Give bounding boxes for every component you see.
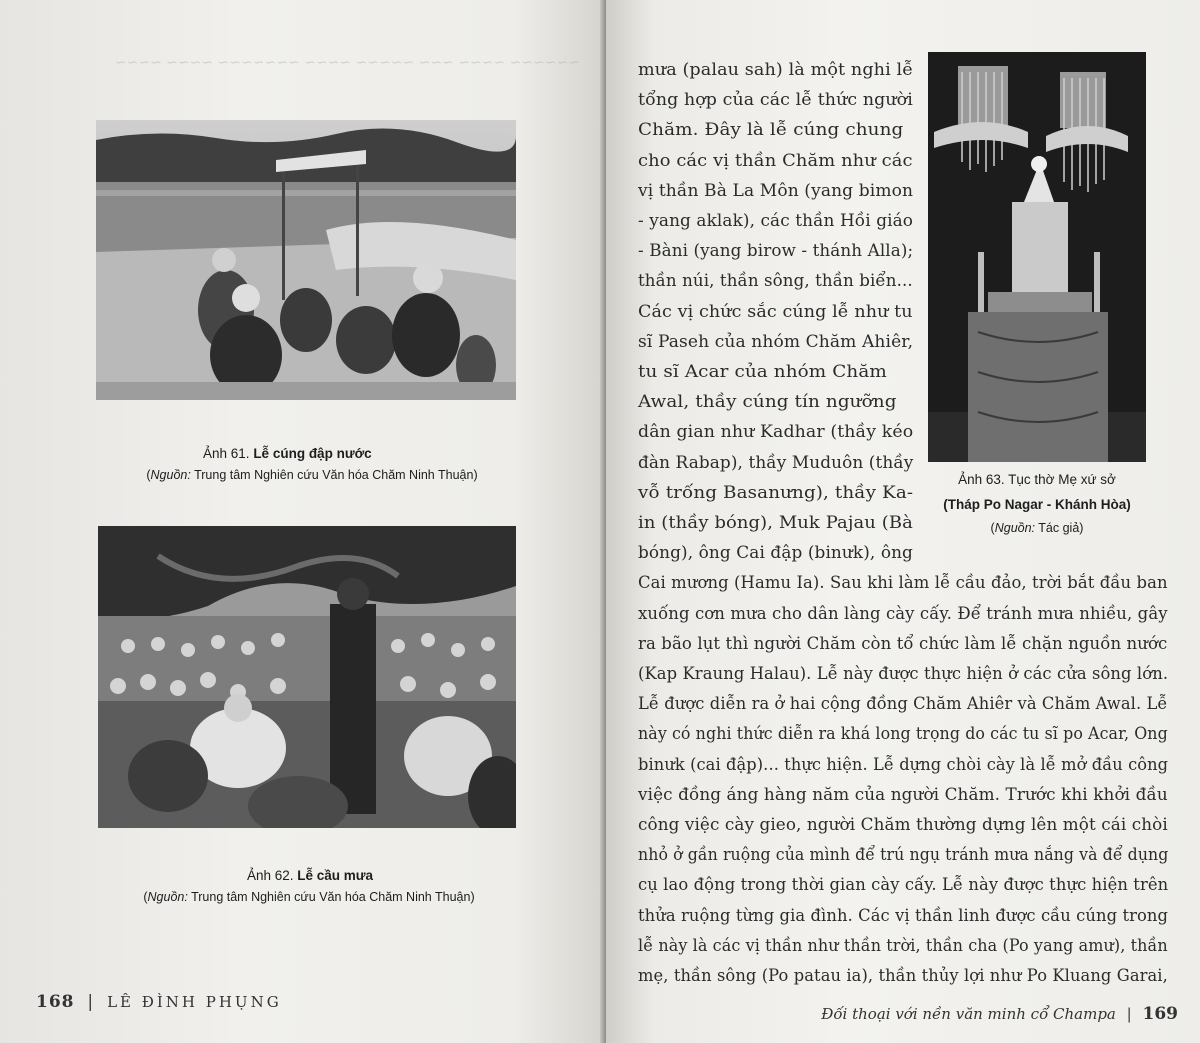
body-text-line: nhỏ ở gần ruộng của mình để trú ngụ tránh mưa nắng và để dụng	[638, 845, 1169, 866]
body-text-line: Cai mương (Hamu Ia). Sau khi làm lễ cầu đảo, trời bắt đầu ban	[638, 573, 1168, 594]
right-page	[606, 0, 1200, 1043]
body-text-line: (Kap Kraung Halau). Lễ này được thực hiện ở các cửa sông lớn.	[638, 664, 1169, 684]
photo-tuc-tho-me-xu-so	[928, 52, 1146, 462]
body-text-line: thần núi, thần sông, thần biển...	[638, 271, 913, 292]
body-text-line: đàn Rabap), thầy Muduôn (thầy	[638, 452, 914, 473]
body-text-line: việc đồng áng hàng năm của người Chăm. Trước khi khởi đầu	[638, 784, 1168, 805]
right-page-number: 169	[1142, 1004, 1178, 1024]
body-text-line: Các vị chức sắc cúng lễ như tu	[638, 301, 913, 322]
caption-63-source: (Nguồn: Tác giả)	[990, 521, 1084, 535]
body-text-line: in (thầy bóng), Muk Pajau (Bà	[638, 513, 913, 533]
body-text-line: - yang aklak), các thần Hồi giáo	[638, 211, 914, 231]
body-text-line: Lễ được diễn ra ở hai cộng đồng Chăm Ahiêr và Chăm Awal. Lễ	[638, 694, 1168, 715]
left-page-footer: 168 | LÊ ĐÌNH PHỤNG	[36, 992, 282, 1012]
caption-61-source: (Nguồn: Trung tâm Nghiên cứu Văn hóa Chăm Ninh Thuận)	[146, 468, 478, 482]
body-text-line: vỗ trống Basanưng), thầy Ka-	[638, 482, 914, 503]
body-text-line: Chăm. Đây là lễ cúng chung	[638, 120, 904, 141]
body-text-line: - Bàni (yang birow - thánh Alla);	[638, 241, 914, 262]
photo-le-cau-mua	[98, 526, 516, 828]
caption-62-title: Ảnh 62. Lễ cầu mưa	[246, 868, 374, 883]
body-text-line: cho các vị thần Chăm như các	[638, 150, 913, 171]
body-text-line: xuống cơn mưa cho dân làng cày cấy. Để tránh mưa nhiều, gây	[638, 603, 1168, 624]
body-text-line: binưk (cai đập)... thực hiện. Lễ dựng chòi cày là lễ mở đầu công	[638, 754, 1169, 775]
right-page-footer: Đối thoại với nền văn minh cổ Champa | 169	[821, 1004, 1178, 1024]
body-text-line: sĩ Paseh của nhóm Chăm Ahiêr,	[638, 331, 914, 352]
body-text-line: cụ lao động trong thời gian cày cấy. Lễ này được thực hiện trên	[638, 875, 1169, 896]
body-text-line: tu sĩ Acar của nhóm Chăm	[638, 362, 887, 382]
body-text-line: này có nghi thức diễn ra khá long trọng do các tu sĩ po Acar, Ong	[638, 724, 1168, 745]
body-text-line: lễ này là các vị thần như thần trời, thần cha (Po yang amư), thần	[638, 935, 1168, 956]
body-text-line: vị thần Bà La Môn (yang bimon	[638, 180, 914, 201]
body-text-line: Awal, thầy cúng tín ngưỡng	[638, 392, 897, 413]
author-name: LÊ ĐÌNH PHỤNG	[107, 993, 282, 1011]
body-text-line: mẹ, thần sông (Po patau ia), thần thủy lợi như Po Kluang Garai,	[638, 966, 1168, 986]
bleed-through-text: ~~~~~~ ~~~~ ~~~ ~~~~~ ~~~~ ~~~~~~~ ~~~~ ~~~~	[114, 55, 580, 71]
caption-63-subtitle: (Tháp Po Nagar - Khánh Hòa)	[943, 497, 1131, 512]
body-text-line: tổng hợp của các lễ thức người	[638, 90, 913, 111]
photo-le-cung-dap-nuoc	[96, 120, 516, 400]
left-page-number: 168	[36, 992, 75, 1012]
caption-63-title: Ảnh 63. Tục thờ Mẹ xứ sở	[958, 472, 1116, 487]
body-text-line: bóng), ông Cai đập (binưk), ông	[638, 543, 913, 564]
body-text-line: thửa ruộng từng gia đình. Các vị thần linh được cầu cúng trong	[638, 905, 1169, 926]
body-text-line: dân gian như Kadhar (thầy kéo	[638, 422, 914, 443]
caption-61-title: Ảnh 61. Lễ cúng đập nước	[203, 446, 372, 461]
body-text-line: công việc cày gieo, người Chăm thường dựng lên một cái chòi	[638, 815, 1168, 835]
caption-62-source: (Nguồn: Trung tâm Nghiên cứu Văn hóa Chăm Ninh Thuận)	[143, 890, 475, 904]
body-text-line: mưa (palau sah) là một nghi lễ	[638, 60, 914, 80]
book-title: Đối thoại với nền văn minh cổ Champa	[821, 1005, 1116, 1023]
body-text-line: ra bão lụt thì người Chăm còn tổ chức làm lễ chặn nguồn nước	[638, 633, 1168, 654]
